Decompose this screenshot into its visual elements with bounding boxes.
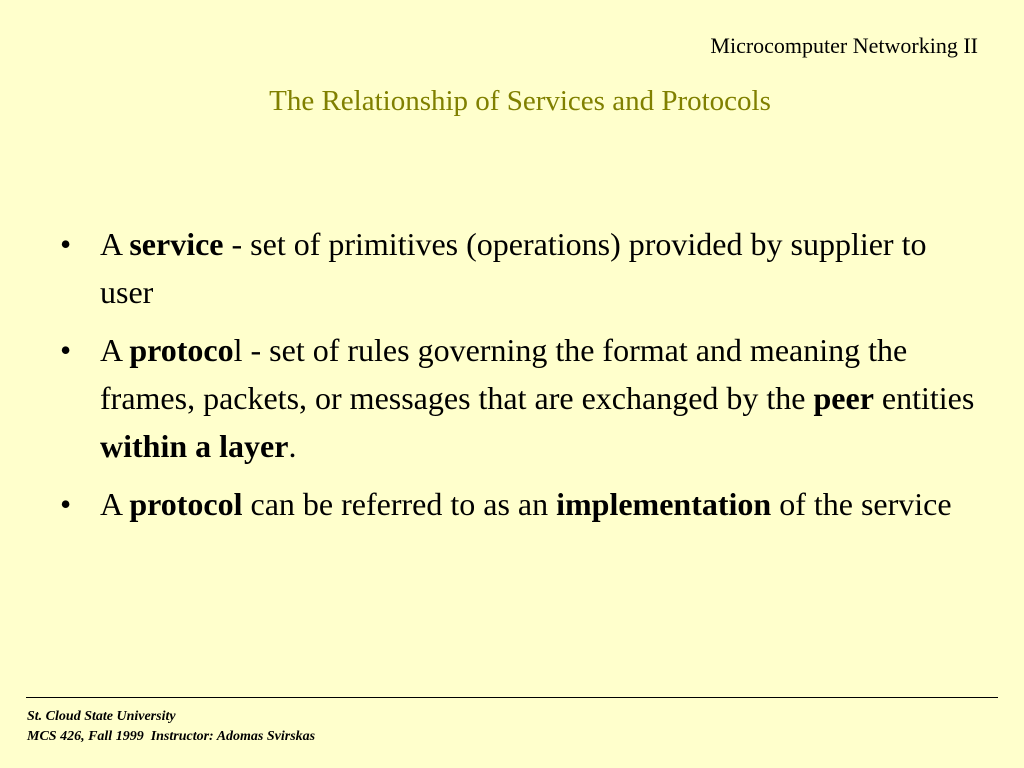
bullet-text-segment: A (100, 486, 130, 522)
bullet-text-segment: . (288, 428, 297, 464)
footer-course-info: MCS 426, Fall 1999 Instructor: Adomas Svirskas (27, 729, 316, 744)
footer-divider (26, 697, 998, 698)
bullet-dot: • (60, 226, 72, 262)
footer (27, 707, 315, 747)
bullet-term-peer: peer (813, 380, 874, 416)
bullet-text-segment: can be referred to as an (242, 486, 557, 522)
bullet-term-within-a-layer: within a layer (100, 428, 289, 464)
bullet-term-implementation: implementation (556, 486, 772, 522)
bullet-list (60, 220, 980, 538)
bullet-text-segment: of the service (771, 486, 952, 522)
bullet-text-segment: - set of primitives (operations) provided by supplier to user (100, 226, 927, 310)
bullet-item (60, 220, 980, 316)
bullet-dot: • (60, 486, 72, 522)
bullet-item (60, 326, 980, 470)
bullet-text-segment: l - set of rules governing the format and meaning the frames, packets, or messages that are exchanged by the (100, 332, 908, 416)
bullet-item (60, 480, 980, 528)
bullet-text-segment: A (100, 226, 130, 262)
bullet-text-segment: A (100, 332, 130, 368)
bullet-term-protocol: protocol (129, 486, 243, 522)
bullet-term-protocol: protoco (129, 332, 234, 368)
footer-university: St. Cloud State University (27, 709, 176, 724)
bullet-term-service: service (129, 226, 224, 262)
bullet-text-segment: entities (873, 380, 975, 416)
bullet-dot: • (60, 332, 72, 368)
course-title: Microcomputer Networking II (710, 33, 978, 58)
slide-title: The Relationship of Services and Protocols (269, 85, 771, 117)
